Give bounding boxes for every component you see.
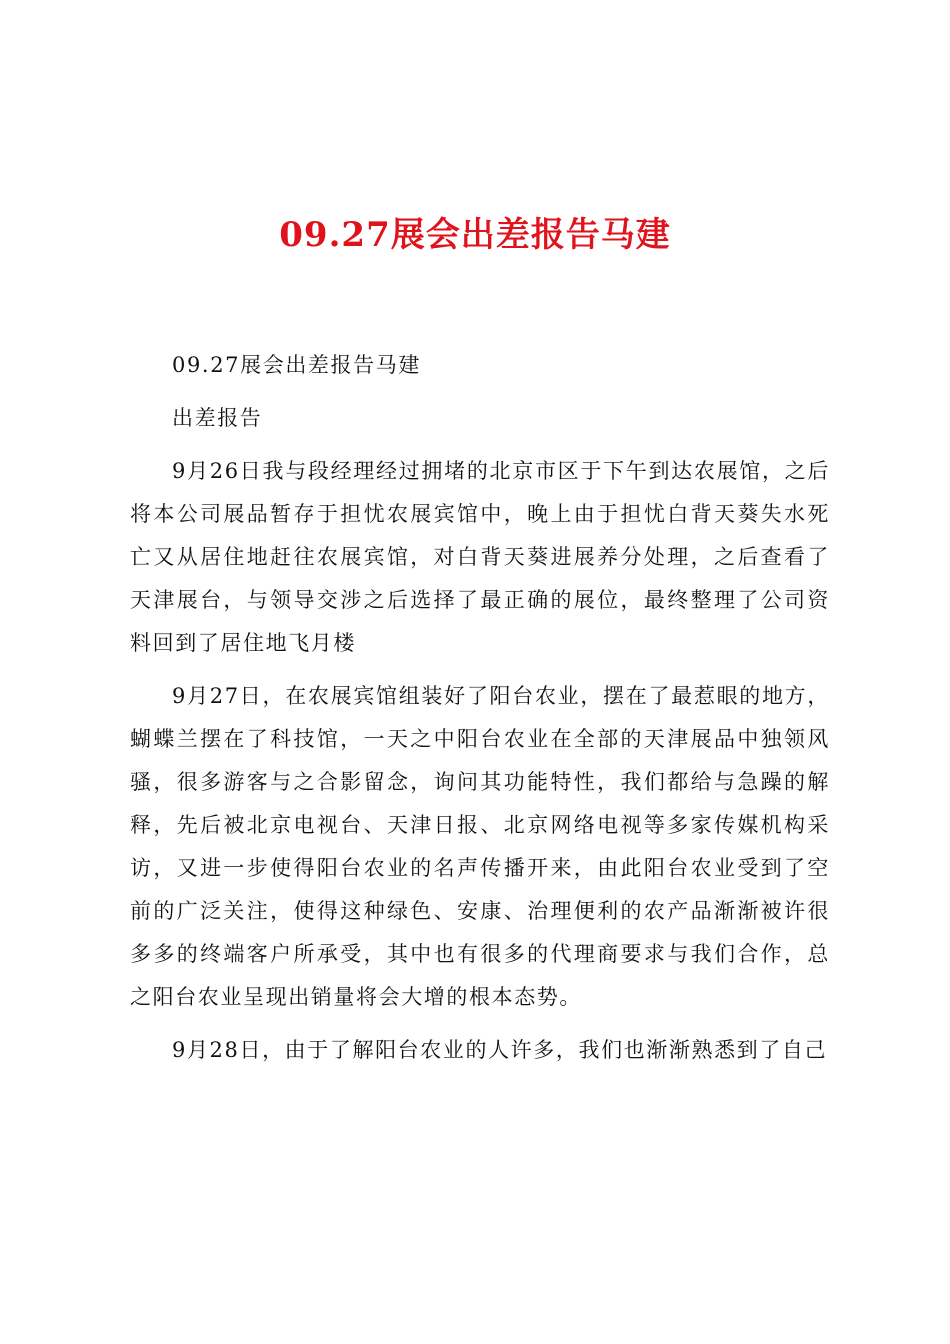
- document-title: 09.27展会出差报告马建: [279, 215, 671, 255]
- document-body: [130, 344, 830, 1082]
- paragraph-sept-27: 9月27日，在农展宾馆组装好了阳台农业，摆在了最惹眼的地方，蝴蝶兰摆在了科技馆，一天之中阳台农业在全部的天津展品中独领风骚，很多游客与之合影留念，询问其功能特性，我们都给与急躁的解释，先后被北京电视台、天津日报、北京网络电视等多家传媒机构采访，又进一步使得阳台农业的名声传播开来，由此阳台农业受到了空前的广泛关注，使得这种绿色、安康、治理便利的农产品渐渐被许很多多的终端客户所承受，其中也有很多的代理商要求与我们合作，总之阳台农业呈现出销量将会大增的根本态势。: [130, 684, 830, 1009]
- paragraph-sept-26: 9月26日我与段经理经过拥堵的北京市区于下午到达农展馆，之后将本公司展品暂存于担忧农展宾馆中，晚上由于担忧白背天葵失水死亡又从居住地赶往农展宾馆，对白背天葵进展养分处理，之后查看了天津展台，与领导交涉之后选择了最正确的展位，最终整理了公司资料回到了居住地飞月楼: [130, 459, 830, 655]
- paragraph-sept-28: 9月28日，由于了解阳台农业的人许多，我们也渐渐熟悉到了自己: [172, 1038, 828, 1062]
- document-subtitle: 09.27展会出差报告马建: [172, 353, 421, 377]
- section-heading: 出差报告: [172, 406, 263, 430]
